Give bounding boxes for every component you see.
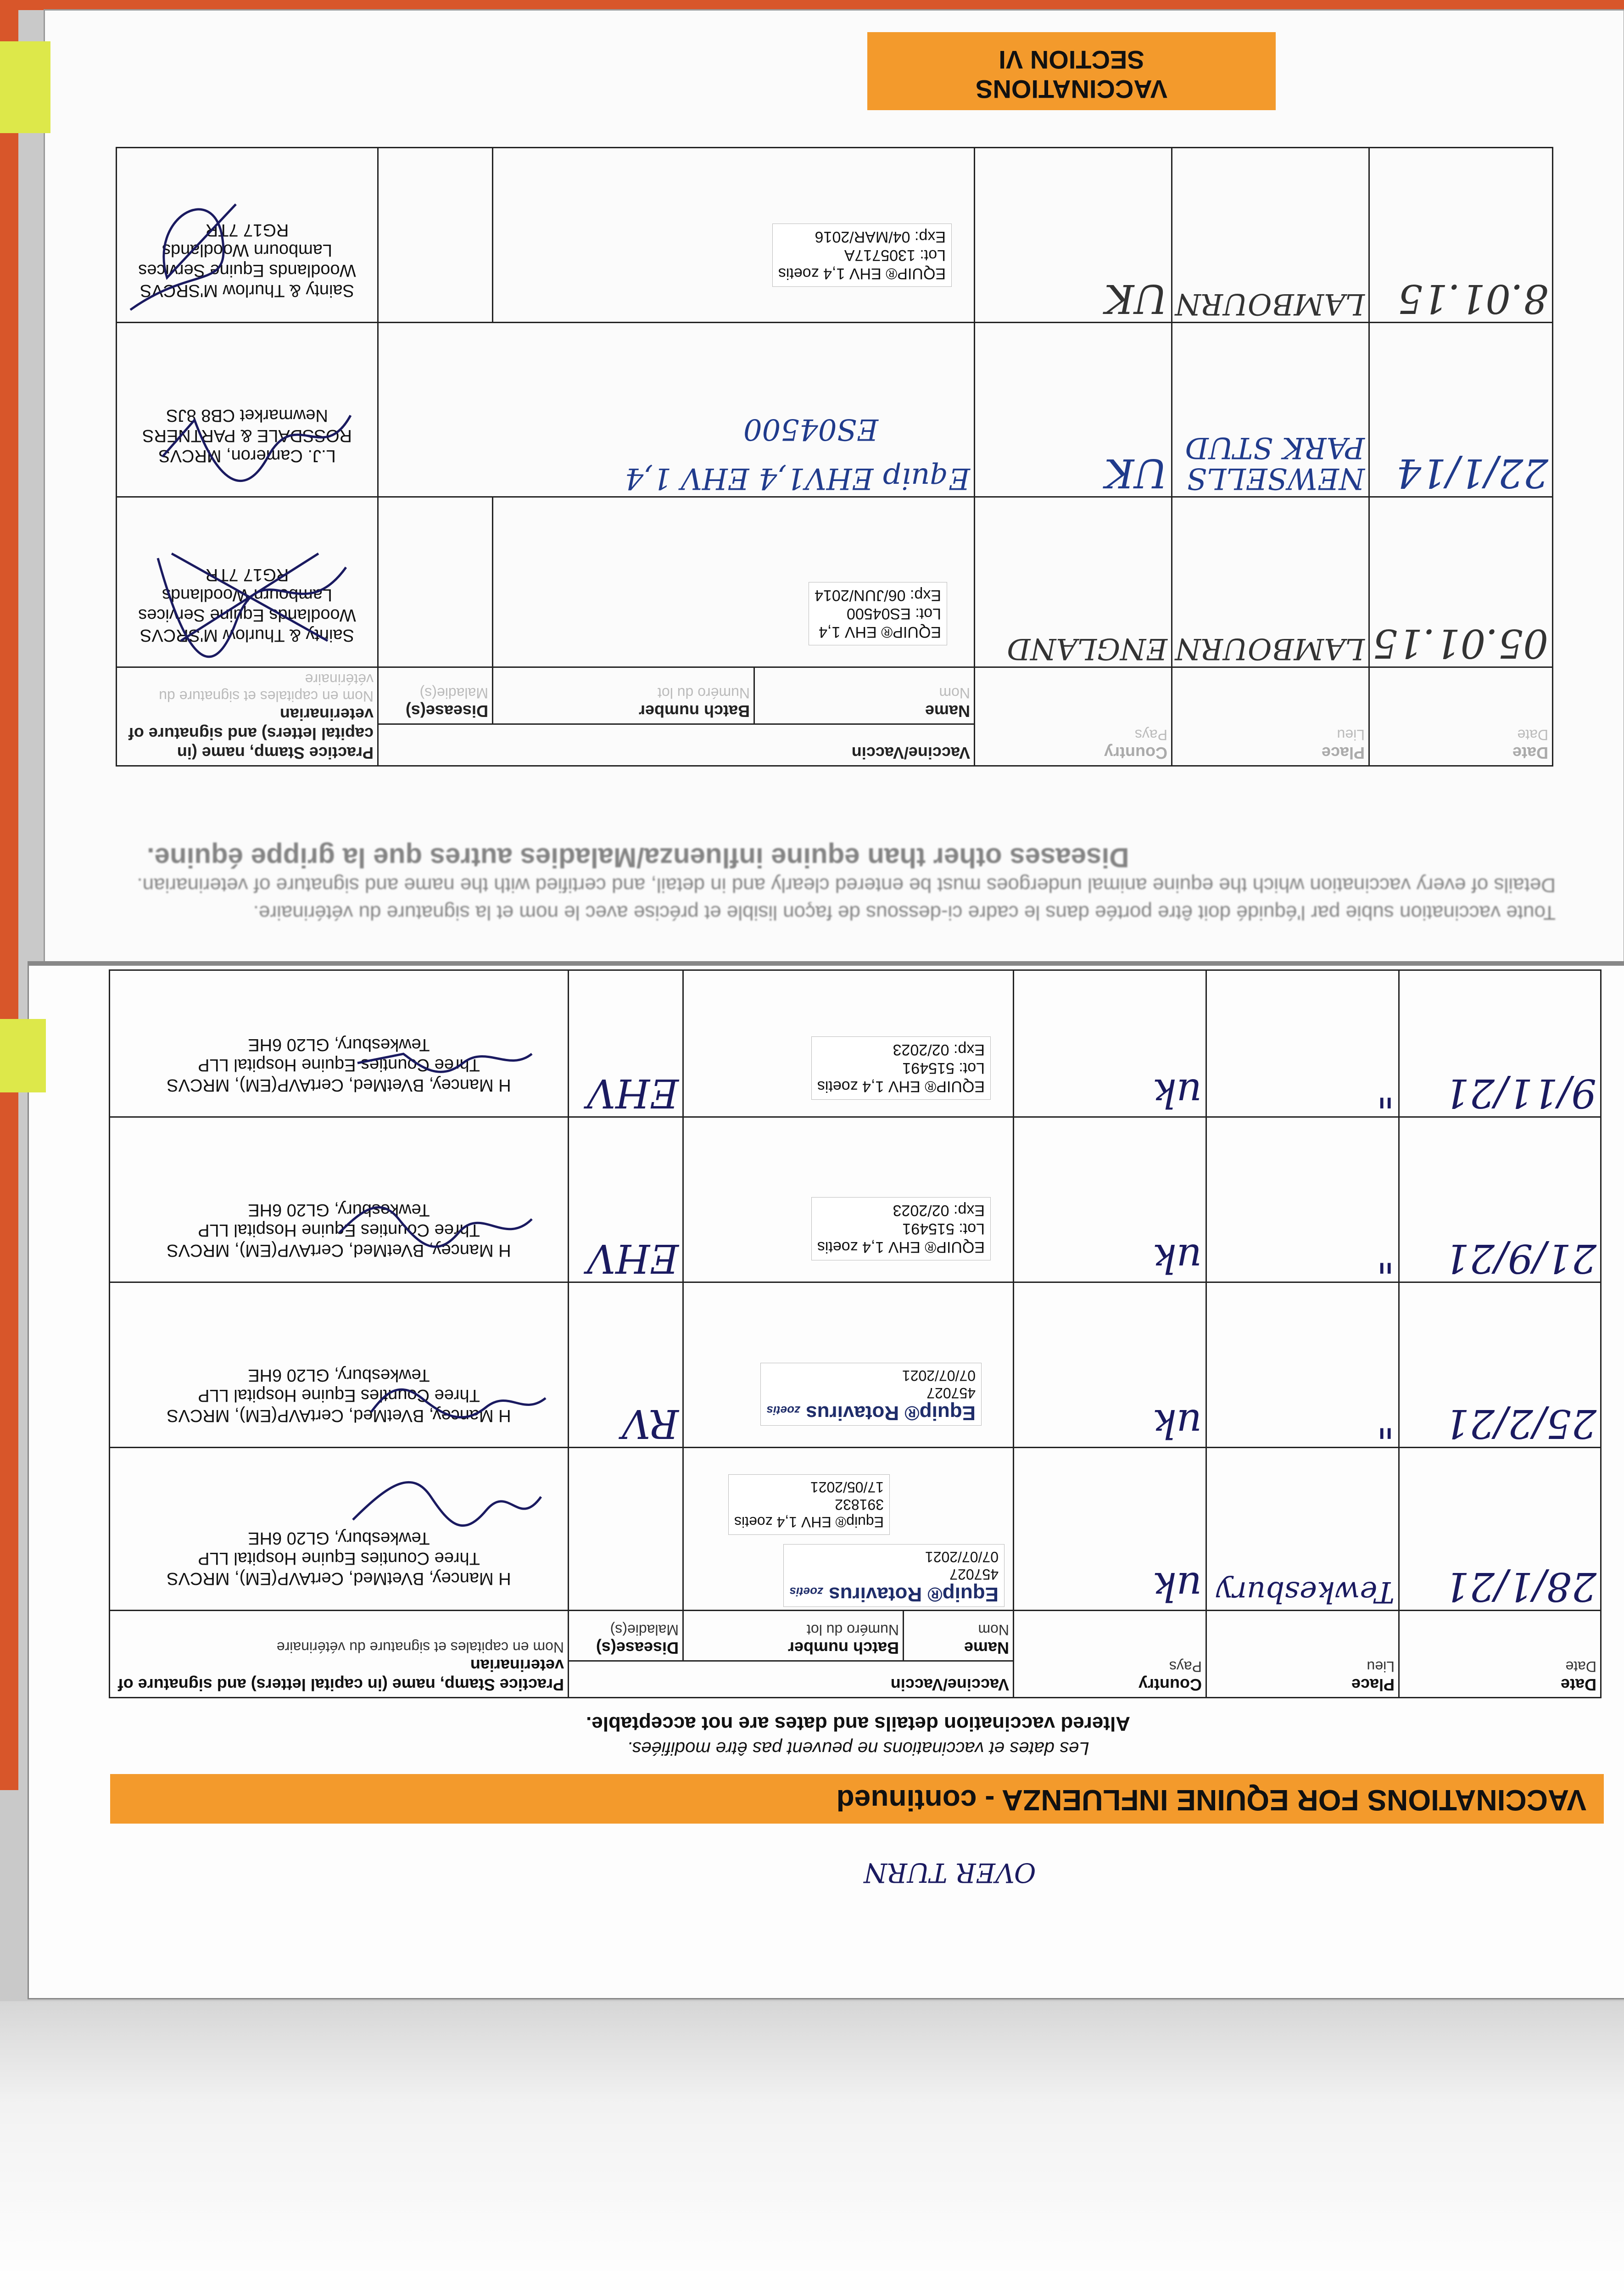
table-row <box>116 148 1552 323</box>
row-country: uk <box>1014 1448 1206 1611</box>
row-country: ENGLAND <box>975 497 1172 667</box>
instructions-heading: Diseases other than equine influenza/Maladies autres que la grippe équine. <box>147 842 1129 873</box>
sticker-name: Equip® EHV 1,4 zoetis <box>734 1514 884 1530</box>
row-vaccine-label <box>493 148 975 323</box>
sticker-exp: 02/2023 <box>893 1041 949 1058</box>
header-vaccine: Vaccine/Vaccin <box>378 724 974 766</box>
row-date: 21/9/21 <box>1399 1117 1601 1282</box>
section-vi-banner <box>867 32 1276 110</box>
section-vi-banner-line1: VACCINATIONS <box>976 75 1167 104</box>
cover-edge-left <box>0 0 18 1790</box>
header-date: Date Date <box>1369 667 1553 766</box>
row-disease <box>568 1448 683 1611</box>
sticker-exp: 17/05/2021 <box>810 1479 884 1495</box>
row-date: 9/11/21 <box>1399 970 1601 1117</box>
continued-banner-text: VACCINATIONS FOR EQUINE INFLUENZA - continued <box>110 1774 1604 1824</box>
signature-scribble <box>144 540 355 659</box>
index-tab-lower <box>0 1019 46 1092</box>
signature-scribble <box>367 1384 550 1421</box>
sticker-brand: Equip® Rotavirus <box>806 1402 976 1424</box>
header-stamp: Practice Stamp, name (in capital letters) and signature of veterinarian Nom en capitales et signature du vétérinaire <box>109 1611 568 1698</box>
row-vaccine-label <box>683 1282 1014 1448</box>
vet-stamp: L.J. Cameron, MRCVS ROSSDALE & PARTNERS Newmarket CB8 8JS <box>121 405 374 466</box>
row-place: LAMBOURN <box>1172 497 1369 667</box>
sticker-lot: ES04500 <box>846 605 911 622</box>
row-place: " <box>1206 970 1399 1117</box>
row-date: 28/1/21 <box>1399 1448 1601 1611</box>
signature-scribble <box>116 200 250 319</box>
row-vaccine-hand <box>378 322 974 497</box>
header-place: Place Lieu <box>1172 667 1369 766</box>
continued-banner <box>110 1774 1604 1824</box>
scanner-background <box>0 2001 1624 2295</box>
table-row <box>109 1448 1601 1611</box>
continued-table <box>109 969 1602 1698</box>
signature-scribble <box>149 392 360 484</box>
header-stamp: Practice Stamp, name (in capital letters) and signature of veterinarian Nom en capitales et signature du vétérinaire <box>116 667 378 766</box>
row-place: " <box>1206 1117 1399 1282</box>
sticker-lot: 457027 <box>926 1385 976 1401</box>
section-vi-banner-line2: SECTION VI <box>999 45 1144 74</box>
row-country: uk <box>1014 970 1206 1117</box>
row-country: UK <box>975 322 1172 497</box>
turnover-note <box>844 1836 1055 1886</box>
vet-stamp: Sainty & Thurlow M'SRCVS Woodlands Equine Services Lambourn Woodlands RG17 7TR <box>121 220 374 301</box>
instructions-line-fr: Toute vaccination subie par l'équidé doit être portée dans le cadre ci-dessous de façon lisible et précise avec le nom et la signature du vétérinaire. <box>253 901 1556 924</box>
batch-hand: ES04500 <box>743 412 878 446</box>
vet-stamp: H Mancey, BVetMed, CertAVP(EM), MRCVS Three Counties Equine Hospital LLP Tewkesbury, GL20 6HE <box>114 1035 564 1095</box>
sticker-exp: 07/07/2021 <box>925 1549 999 1565</box>
note-fr: Les dates et vaccinations ne peuvent pas être modifiées. <box>627 1738 1089 1758</box>
table-row <box>109 1117 1601 1282</box>
table-row <box>116 497 1552 667</box>
vet-stamp: H Mancey, BVetMed, CertAVP(EM), MRCVS Three Counties Equine Hospital LLP Tewkesbury, GL20 6HE <box>114 1200 564 1260</box>
sticker-name: EQUIP® EHV 1,4 zoetis <box>817 1078 985 1095</box>
sticker-lot: 515491 <box>902 1220 954 1237</box>
header-date: Date Date <box>1399 1611 1601 1698</box>
turnover-note-text: OVER TURN <box>864 1857 1036 1888</box>
section-vi-instructions <box>119 794 1556 932</box>
sticker-name: EQUIP® EHV 1,4 zoetis <box>778 264 946 282</box>
row-disease <box>378 497 492 667</box>
sticker-name: EQUIP® EHV 1,4 <box>819 623 941 641</box>
header-name: Name Nom <box>754 667 975 724</box>
sticker-lot: 457027 <box>949 1566 999 1583</box>
section-vi-table <box>116 147 1553 767</box>
alteration-notes <box>555 1705 1161 1760</box>
vaccine-sticker: EQUIP® EHV 1,4 zoetis Lot: 515491 Exp: 02/2023 <box>811 1197 991 1260</box>
row-date: 25/2/21 <box>1399 1282 1601 1448</box>
row-stamp <box>116 148 378 323</box>
row-place: NEWSELLS PARK STUD <box>1172 322 1369 497</box>
row-disease: EHV <box>568 970 683 1117</box>
sticker-exp: 02/2023 <box>893 1202 949 1219</box>
row-stamp <box>109 970 568 1117</box>
row-vaccine-label <box>683 1448 1014 1611</box>
vet-stamp: Sainty & Thurlow M'SRCVS Woodlands Equine Services Lambourn Woodlands RG17 7TR <box>121 565 374 645</box>
header-disease: Disease(s) Maladie(s) <box>378 667 492 724</box>
table-row <box>109 970 1601 1117</box>
table-row <box>109 1282 1601 1448</box>
header-disease: Disease(s) Maladie(s) <box>568 1611 683 1661</box>
vaccine-name-hand: Equip EHV1,4 EHV 1,4 <box>625 461 970 496</box>
row-date: 05.01.15 <box>1369 497 1553 667</box>
sticker-lot: 515491 <box>902 1059 954 1077</box>
row-vaccine-label <box>493 497 975 667</box>
note-en: Altered vaccination details and dates are not acceptable. <box>586 1713 1130 1735</box>
vaccine-sticker-secondary <box>728 1474 890 1535</box>
vaccine-sticker: Equip® Rotavirus zoetis 457027 07/07/2021 <box>760 1363 982 1426</box>
cover-edge-top <box>0 0 1624 10</box>
table-row <box>116 322 1552 497</box>
instructions-line-en: Details of every vaccination which the equine animal undergoes must be entered clearly and in detail, and certified with the name and signature of veterinarian. <box>137 874 1556 896</box>
vaccine-sticker: EQUIP® EHV 1,4 zoetis Lot: 515491 Exp: 02/2023 <box>811 1036 991 1100</box>
sticker-lot: 391832 <box>835 1496 884 1513</box>
vet-stamp: H Mancey, BVetMed, CertAVP(EM), MRCVS Three Counties Equine Hospital LLP Tewkesbury, GL20 6HE <box>114 1365 564 1426</box>
vaccine-sticker: Equip® Rotavirus zoetis 457027 07/07/2021 <box>783 1544 1005 1607</box>
section-vi-table-wrap <box>117 147 1553 767</box>
vet-stamp: H Mancey, BVetMed, CertAVP(EM), MRCVS Three Counties Equine Hospital LLP Tewkesbury, GL20 6HE <box>114 1528 564 1589</box>
index-tab-upper <box>0 41 50 133</box>
row-date: 22/1/14 <box>1369 322 1553 497</box>
row-stamp <box>109 1117 568 1282</box>
page-gutter <box>28 961 1624 966</box>
header-country: Country Pays <box>1014 1611 1206 1698</box>
sticker-exp: 04/MAR/2016 <box>815 228 910 246</box>
row-country: UK <box>975 148 1172 323</box>
row-stamp <box>116 497 378 667</box>
header-batch: Batch number Numéro du lot <box>683 1611 904 1661</box>
row-date: 8.01.15 <box>1369 148 1553 323</box>
row-disease: EHV <box>568 1117 683 1282</box>
row-stamp <box>116 322 378 497</box>
header-name: Name Nom <box>904 1611 1014 1661</box>
sticker-exp: 07/07/2021 <box>902 1367 976 1384</box>
row-country: uk <box>1014 1282 1206 1448</box>
row-disease <box>378 148 492 323</box>
header-place: Place Lieu <box>1206 1611 1399 1698</box>
vaccine-sticker: EQUIP® EHV 1,4 Lot: ES04500 Exp: 06/JUN/2014 <box>809 582 947 645</box>
sticker-brand: Equip® Rotavirus <box>829 1583 999 1606</box>
header-country: Country Pays <box>975 667 1172 766</box>
vaccine-sticker: EQUIP® EHV 1,4 zoetis Lot: 1305717A Exp: 04/MAR/2016 <box>772 224 952 287</box>
row-place: Tewkesbury <box>1206 1448 1399 1611</box>
header-batch: Batch number Numéro du lot <box>493 667 754 724</box>
row-vaccine-label <box>683 970 1014 1117</box>
row-vaccine-label <box>683 1117 1014 1282</box>
continued-table-wrap <box>110 971 1602 1698</box>
row-disease: RV <box>568 1282 683 1448</box>
header-vaccine: Vaccine/Vaccin <box>568 1661 1013 1698</box>
signature-scribble <box>335 1201 536 1251</box>
row-stamp <box>109 1282 568 1448</box>
row-stamp <box>109 1448 568 1611</box>
sticker-name: EQUIP® EHV 1,4 zoetis <box>817 1238 985 1256</box>
sticker-exp: 06/JUN/2014 <box>815 586 906 604</box>
signature-scribble <box>344 1469 546 1538</box>
sticker-lot: 1305717A <box>844 246 915 264</box>
row-country: uk <box>1014 1117 1206 1282</box>
row-place: LAMBOURN <box>1172 148 1369 323</box>
signature-scribble <box>353 1040 536 1077</box>
row-place: " <box>1206 1282 1399 1448</box>
